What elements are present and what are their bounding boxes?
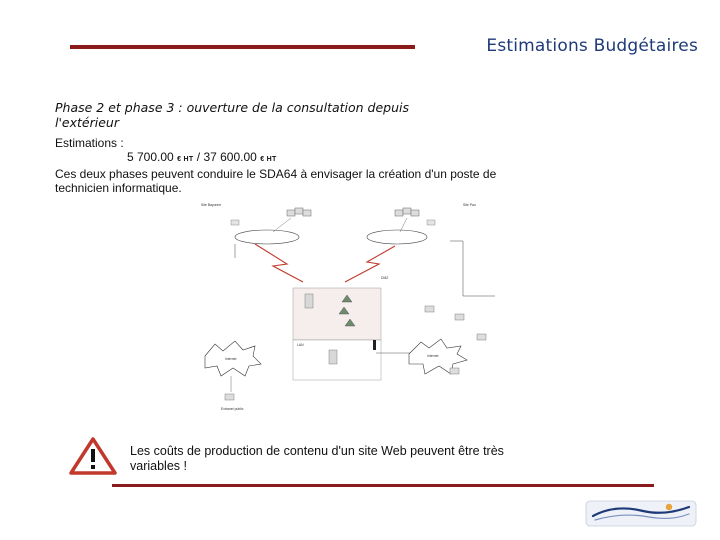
computer-icon (395, 208, 419, 216)
page-title: Estimations Budgétaires (486, 36, 698, 56)
amount-phase3: 37 600.00 (203, 150, 257, 164)
lan-ellipse-left (235, 230, 299, 244)
estimations-label: Estimations : (55, 136, 124, 150)
conclusion-text: Ces deux phases peuvent conduire le SDA64 à envisager la création d'un poste de technicien informatique. (55, 167, 497, 195)
amount-separator: / (193, 150, 204, 164)
firewall-icon (373, 340, 376, 350)
estimations-block (55, 136, 525, 195)
network-diagram (195, 196, 500, 418)
network-diagram-svg (195, 196, 500, 418)
computer-icon (287, 208, 311, 216)
bottom-station-label: Extranet public (221, 407, 244, 411)
currency-label: € HT (177, 156, 194, 163)
firewall-label: DMZ (381, 276, 389, 280)
site-right-label: Site Pau (463, 203, 476, 207)
currency-label: € HT (260, 156, 277, 163)
wan-link-left (255, 244, 303, 282)
site-left-label: Site Bayonne (201, 203, 222, 207)
cloud-left-label: Internet (225, 357, 237, 361)
footer-rule (112, 484, 654, 487)
estimations-amounts (55, 150, 525, 167)
printer-icon (231, 220, 435, 225)
amount-phase2: 5 700.00 (127, 150, 174, 164)
header-rule (70, 45, 415, 49)
server-icon (305, 294, 313, 308)
server-icon (329, 350, 337, 364)
cloud-right-label: Internet (427, 354, 439, 358)
lan-label: LAN (297, 343, 304, 347)
warning-triangle-icon (68, 436, 118, 476)
numerique-64-logo (585, 498, 697, 528)
lan-ellipse-right (367, 230, 427, 244)
slide-subtitle: Phase 2 et phase 3 : ouverture de la consultation depuis l'extérieur (55, 100, 410, 130)
warning-text: Les coûts de production de contenu d'un site Web peuvent être très variables ! (130, 444, 504, 473)
